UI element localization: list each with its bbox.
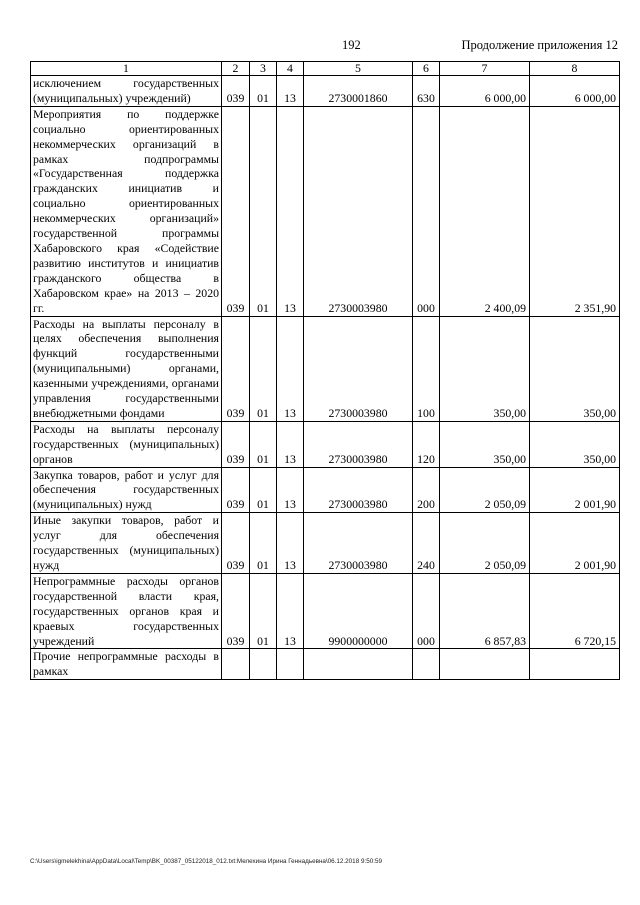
amount-col8: 2 001,90 [530,467,620,513]
item-name: Закупка товаров, работ и услуг для обеспечения государственных (муниципальных) нужд [31,467,222,513]
expense-type-code: 100 [413,316,440,421]
amount-col8 [530,649,620,680]
table-row [31,513,620,574]
ministry-code: 039 [222,513,250,574]
item-name: Расходы на выплаты персоналу в целях обеспечения выполнения функций государственными (муниципальными) органами, казенными учреждениями, органами управления государственными внебюджетными фондами [31,316,222,421]
amount-col8: 2 351,90 [530,106,620,316]
item-name: Прочие непрограммные расходы в рамках [31,649,222,680]
section-code: 01 [250,316,277,421]
item-name: исключением государственных (муниципальных) учреждений) [31,76,222,107]
target-article-code: 2730003980 [304,106,413,316]
table-row [31,106,620,316]
item-name: Непрограммные расходы органов государственной власти края, государственных органов края и краевых государственных учреждений [31,573,222,649]
subsection-code: 13 [277,316,304,421]
amount-col7: 6 857,83 [440,573,530,649]
target-article-code: 2730003980 [304,316,413,421]
ministry-code: 039 [222,76,250,107]
expense-type-code: 120 [413,421,440,467]
column-header: 5 [304,62,413,76]
amount-col8: 6 720,15 [530,573,620,649]
amount-col7: 2 050,09 [440,513,530,574]
section-code: 01 [250,513,277,574]
section-code [250,649,277,680]
target-article-code: 2730003980 [304,467,413,513]
subsection-code: 13 [277,76,304,107]
subsection-code: 13 [277,421,304,467]
column-header: 2 [222,62,250,76]
column-header: 7 [440,62,530,76]
expense-type-code: 200 [413,467,440,513]
expense-type-code: 630 [413,76,440,107]
item-name: Иные закупки товаров, работ и услуг для обеспечения государственных (муниципальных) нужд [31,513,222,574]
amount-col7: 2 400,09 [440,106,530,316]
amount-col8: 350,00 [530,421,620,467]
ministry-code: 039 [222,421,250,467]
expense-type-code [413,649,440,680]
amount-col7: 2 050,09 [440,467,530,513]
table-row [31,649,620,680]
expense-type-code: 000 [413,106,440,316]
subsection-code: 13 [277,106,304,316]
page-number: 192 [342,38,361,52]
table-row [31,573,620,649]
subsection-code: 13 [277,573,304,649]
ministry-code: 039 [222,467,250,513]
column-header: 1 [31,62,222,76]
amount-col7: 350,00 [440,421,530,467]
ministry-code: 039 [222,106,250,316]
target-article-code: 2730001860 [304,76,413,107]
table-row [31,76,620,107]
appendix-continuation: Продолжение приложения 12 [461,38,618,52]
column-header: 8 [530,62,620,76]
expense-type-code: 000 [413,573,440,649]
section-code: 01 [250,421,277,467]
subsection-code: 13 [277,513,304,574]
item-name: Мероприятия по поддержке социально ориентированных некоммерческих организаций в рамках подпрограммы «Государственная поддержка гражданских инициатив и социально ориентированных некоммерческих организаций» государственной программы Хабаровского края «Содействие развитию институтов и инициатив гражданского общества в Хабаровском крае» на 2013 – 2020 гг. [31,106,222,316]
file-path-footer: C:\Users\igmelekhina\AppData\Local\Temp\BK_00387_05122018_012.txt:Мелехина Ирина Геннадьевна\06.12.2018 9:50:59 [30,858,382,865]
ministry-code: 039 [222,316,250,421]
page-header [0,38,640,56]
amount-col8: 2 001,90 [530,513,620,574]
budget-table [30,61,620,680]
section-code: 01 [250,76,277,107]
ministry-code [222,649,250,680]
item-name: Расходы на выплаты персоналу государственных (муниципальных) органов [31,421,222,467]
target-article-code: 2730003980 [304,513,413,574]
column-header: 3 [250,62,277,76]
section-code: 01 [250,573,277,649]
ministry-code: 039 [222,573,250,649]
expense-type-code: 240 [413,513,440,574]
column-header-row [31,62,620,76]
amount-col7: 350,00 [440,316,530,421]
table-row [31,467,620,513]
target-article-code [304,649,413,680]
table-row [31,316,620,421]
target-article-code: 9900000000 [304,573,413,649]
amount-col8: 6 000,00 [530,76,620,107]
subsection-code [277,649,304,680]
subsection-code: 13 [277,467,304,513]
section-code: 01 [250,467,277,513]
amount-col8: 350,00 [530,316,620,421]
section-code: 01 [250,106,277,316]
amount-col7 [440,649,530,680]
table-row [31,421,620,467]
column-header: 6 [413,62,440,76]
amount-col7: 6 000,00 [440,76,530,107]
target-article-code: 2730003980 [304,421,413,467]
column-header: 4 [277,62,304,76]
